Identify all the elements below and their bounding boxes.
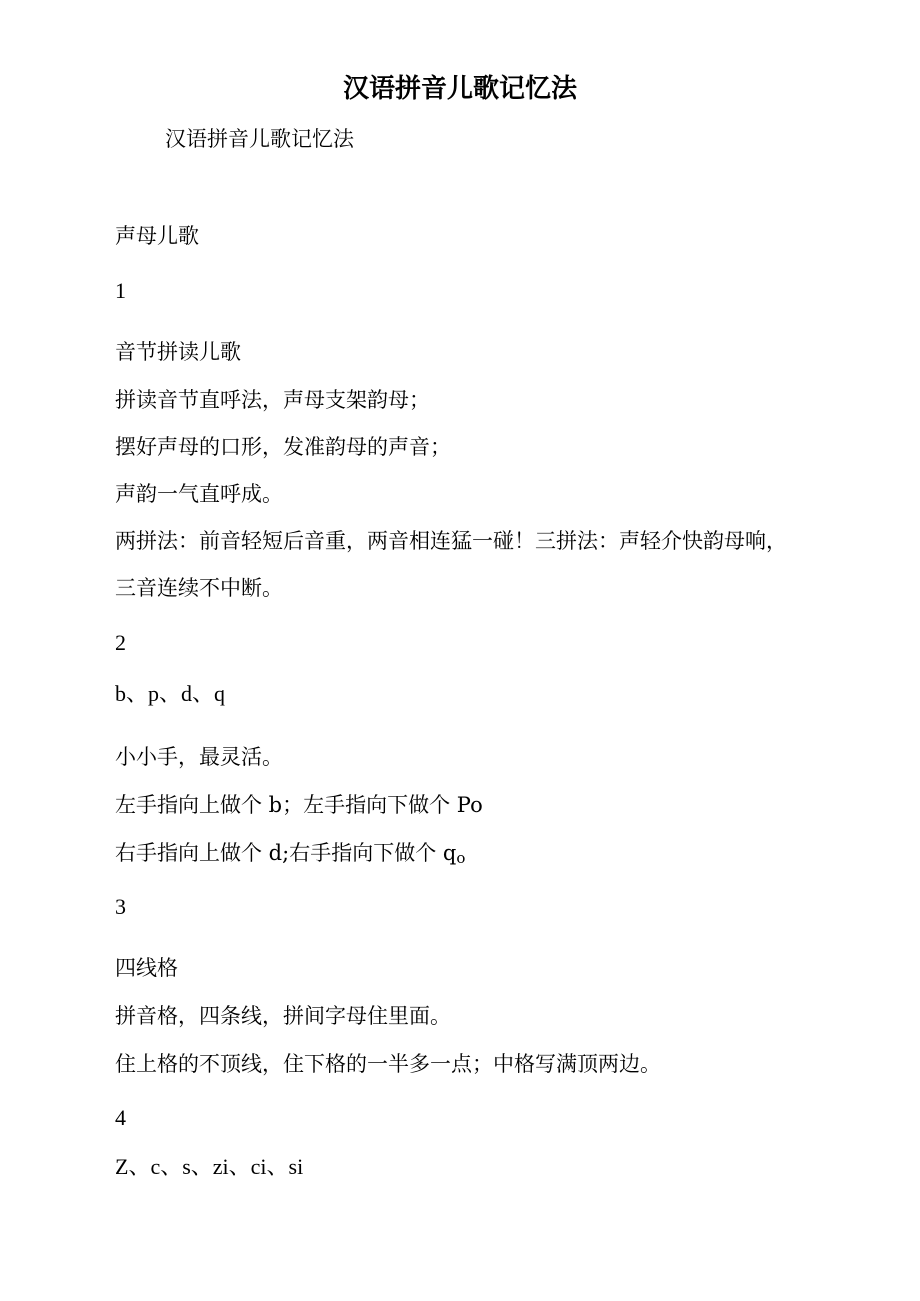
section-2-line-2: 左手指向上做个 b；左手指向下做个 Po bbox=[115, 793, 483, 817]
section-heading: 声母儿歌 bbox=[115, 224, 199, 248]
section-number-2: 2 bbox=[115, 630, 126, 655]
section-1-line-5: 三音连续不中断。 bbox=[115, 576, 283, 600]
section-1-line-2: 摆好声母的口形，发准韵母的声音； bbox=[115, 435, 451, 459]
section-2-line-3 bbox=[115, 843, 465, 866]
section-1-line-1: 拼读音节直呼法，声母支架韵母； bbox=[115, 388, 430, 412]
section-number-4: 4 bbox=[115, 1105, 126, 1130]
section-number-3: 3 bbox=[115, 894, 126, 919]
section-1-line-4: 两拼法：前音轻短后音重，两音相连猛一碰！三拼法：声轻介快韵母响， bbox=[115, 529, 787, 553]
section-2-line-3-text: 右手指向上做个 d;右手指向下做个 q bbox=[115, 841, 457, 865]
section-1-line-3: 声韵一气直呼成。 bbox=[115, 482, 283, 506]
document-subtitle: 汉语拼音儿歌记忆法 bbox=[165, 127, 354, 151]
section-2-line-3-subscript: o bbox=[456, 849, 466, 867]
section-3-line-1: 拼音格，四条线，拼间字母住里面。 bbox=[115, 1004, 451, 1028]
section-2-line-1: 小小手，最灵活。 bbox=[115, 745, 283, 769]
section-2-heading: b、p、d、q bbox=[115, 681, 226, 706]
section-1-heading: 音节拼读儿歌 bbox=[115, 340, 241, 364]
section-3-line-2: 住上格的不顶线，住下格的一半多一点；中格写满顶两边。 bbox=[115, 1052, 661, 1076]
section-number-1: 1 bbox=[115, 278, 126, 303]
document-title: 汉语拼音儿歌记忆法 bbox=[342, 74, 577, 104]
section-3-heading: 四线格 bbox=[115, 956, 178, 980]
section-4-heading: Z、c、s、zi、ci、si bbox=[115, 1154, 304, 1179]
